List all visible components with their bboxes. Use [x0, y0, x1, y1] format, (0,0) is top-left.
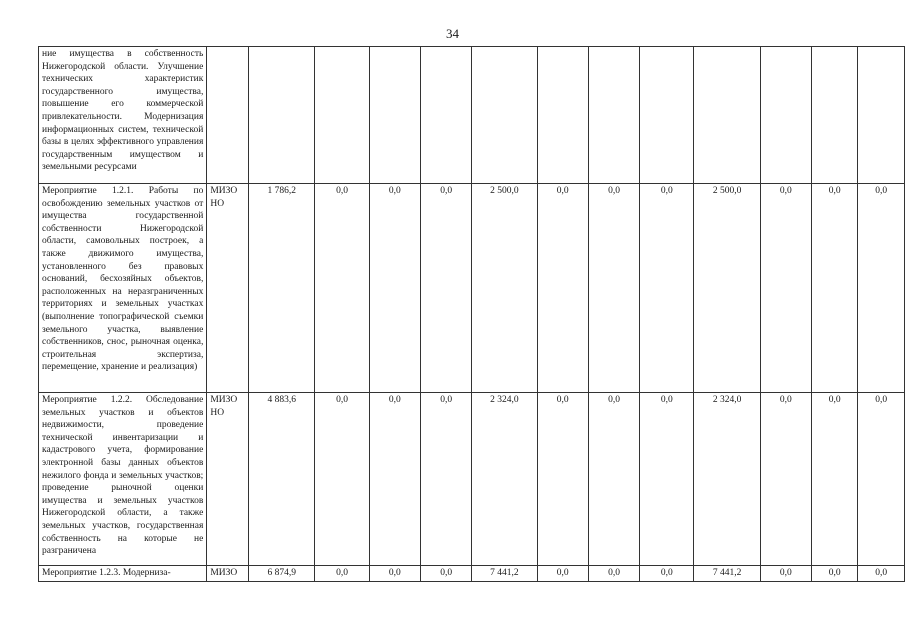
value-cell: 0,0	[369, 184, 420, 393]
value-cell	[858, 47, 905, 184]
value-cell: 2 324,0	[472, 393, 537, 566]
value-cell	[640, 47, 694, 184]
table-row	[39, 184, 905, 393]
value-cell: 0,0	[760, 184, 811, 393]
value-cell: 0,0	[369, 393, 420, 566]
value-cell: 2 324,0	[694, 393, 760, 566]
value-cell: 0,0	[640, 184, 694, 393]
value-cell	[812, 47, 858, 184]
value-cell	[588, 47, 639, 184]
executor-cell: МИЗО НО	[207, 393, 249, 566]
value-cell: 0,0	[537, 566, 588, 582]
value-cell: 0,0	[858, 184, 905, 393]
value-cell: 0,0	[588, 184, 639, 393]
budget-table	[38, 46, 905, 582]
value-cell	[249, 47, 315, 184]
executor-cell	[207, 47, 249, 184]
value-cell: 0,0	[420, 393, 471, 566]
value-cell	[694, 47, 760, 184]
value-cell: 0,0	[640, 393, 694, 566]
value-cell: 7 441,2	[694, 566, 760, 582]
value-cell: 0,0	[315, 184, 369, 393]
value-cell: 4 883,6	[249, 393, 315, 566]
value-cell: 0,0	[858, 566, 905, 582]
table-row	[39, 566, 905, 582]
value-cell: 0,0	[760, 393, 811, 566]
value-cell: 7 441,2	[472, 566, 537, 582]
value-cell	[537, 47, 588, 184]
value-cell	[760, 47, 811, 184]
value-cell	[315, 47, 369, 184]
value-cell: 0,0	[640, 566, 694, 582]
value-cell: 1 786,2	[249, 184, 315, 393]
value-cell	[420, 47, 471, 184]
activity-description: Мероприятие 1.2.1. Работы по освобождению земельных участков от имущества государственной собственности Нижегородской области, самовольных построек, а также движимого имущества, установленного без правовых оснований, бесхозяйных объектов, расположенных на неразграниченных территориях и земельных участках (выполнение топографической съемки земельного участка, выявление собственников, снос, рыночная оценка, строительная экспертиза, перемещение, хранение и реализация)	[39, 184, 207, 393]
activity-description: Мероприятие 1.2.3. Модерниза-	[39, 566, 207, 582]
value-cell: 0,0	[760, 566, 811, 582]
value-cell: 2 500,0	[694, 184, 760, 393]
value-cell: 2 500,0	[472, 184, 537, 393]
value-cell: 0,0	[537, 393, 588, 566]
executor-cell: МИЗО НО	[207, 184, 249, 393]
activity-description: Мероприятие 1.2.2. Обследование земельных участков и объектов недвижимости, проведение технической инвентаризации и кадастрового учета, формирование электронной базы данных объектов нежилого фонда и земельных участков; проведение рыночной оценки имущества и земельных участков Нижегородской области, а также земельных участков, государственная собственность на которые не разграничена	[39, 393, 207, 566]
value-cell	[369, 47, 420, 184]
activity-description: ние имущества в собственность Нижегородской области. Улучшение технических характеристик государственного имущества, повышение его коммерческой привлекательности. Модернизация информационных систем, технической базы в целях эффективного управления государственным имуществом и земельными ресурсами	[39, 47, 207, 184]
value-cell: 6 874,9	[249, 566, 315, 582]
value-cell: 0,0	[420, 566, 471, 582]
executor-cell: МИЗО	[207, 566, 249, 582]
value-cell: 0,0	[537, 184, 588, 393]
value-cell: 0,0	[588, 566, 639, 582]
table-row	[39, 393, 905, 566]
value-cell	[472, 47, 537, 184]
value-cell: 0,0	[315, 393, 369, 566]
value-cell: 0,0	[369, 566, 420, 582]
value-cell: 0,0	[812, 184, 858, 393]
page-number: 34	[446, 26, 459, 41]
value-cell: 0,0	[315, 566, 369, 582]
value-cell: 0,0	[588, 393, 639, 566]
table-row	[39, 47, 905, 184]
value-cell: 0,0	[812, 566, 858, 582]
value-cell: 0,0	[812, 393, 858, 566]
value-cell: 0,0	[858, 393, 905, 566]
value-cell: 0,0	[420, 184, 471, 393]
